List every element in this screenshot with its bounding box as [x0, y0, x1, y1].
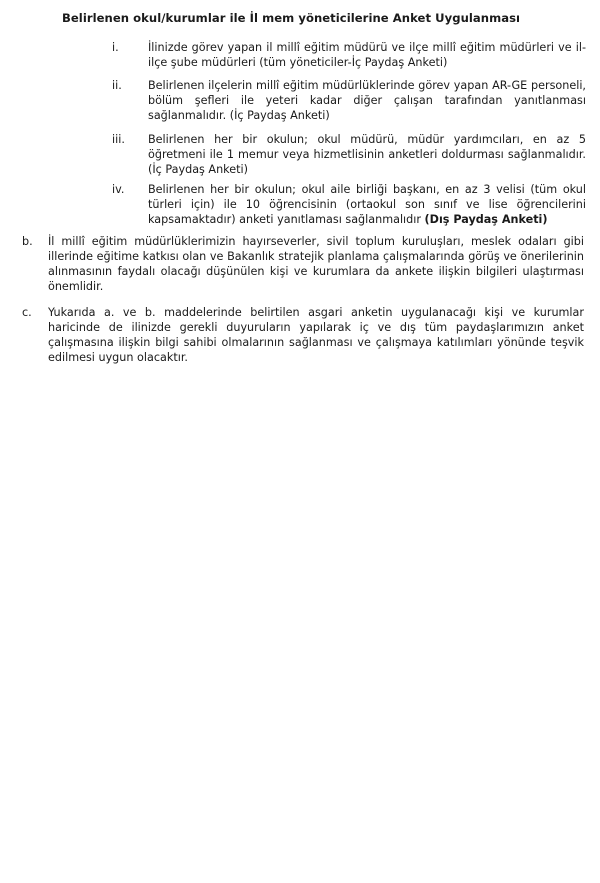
main-item-text: İl millî eğitim müdürlüklerimizin hayırseverler, sivil toplum kuruluşları, meslek odaları gibi illerinde eğitime katkısı olan ve Bakanlık stratejik planlama çalışmalarında görüş ve önerilerinin alınmasının faydalı olacağı düşünülen kişi ve kurumlara da ankete ilişkin bilgileri ulaştırması önemlidir. — [48, 235, 584, 293]
sub-item-number: ii. — [112, 79, 122, 92]
sub-item-text-body: Belirlenen her bir okulun; okul aile birliği başkanı, en az 3 velisi (tüm okul türleri için) ile 10 öğrencisinin (ortaokul son sınıf ve lise öğrencilerini kapsamaktadır) anketi yanıtlaması sağlanmalıdır — [148, 183, 586, 226]
main-item-text: Yukarıda a. ve b. maddelerinde belirtilen asgari anketin uygulanacağı kişi ve kurumlar haricinde de ilinizde gerekli duyuruların yapılarak iç ve dış tüm paydaşlarımızın anket çalışmasına ilişkin bilgi sahibi olmalarının sağlanması ve çalışmaya katılımları yönünde teşvik edilmesi uygun olacaktır. — [48, 306, 584, 364]
sub-item-number: iv. — [112, 183, 125, 196]
sub-item-text: Belirlenen her bir okulun; okul müdürü, müdür yardımcıları, en az 5 öğretmeni ile 1 memur veya hizmetlisinin anketleri doldurması sağlanmalıdır. (İç Paydaş Anketi) — [148, 133, 586, 176]
external-survey-label: (Dış Paydaş Anketi) — [424, 213, 548, 226]
sub-item-text: Belirlenen ilçelerin millî eğitim müdürlüklerinde görev yapan AR-GE personeli, bölüm şefleri ile yeteri kadar diğer çalışan tarafından yanıtlanması sağlanmalıdır. (İç Paydaş Anketi) — [148, 79, 586, 122]
sub-item-number: iii. — [112, 133, 125, 146]
main-item-letter: c. — [22, 306, 32, 319]
sub-item-number: i. — [112, 41, 119, 54]
sub-item-text: İlinizde görev yapan il millî eğitim müdürü ve ilçe millî eğitim müdürleri ve il-ilçe şube müdürleri (tüm yöneticiler-İç Paydaş Anketi) — [148, 41, 586, 69]
sub-item-text — [148, 182, 586, 227]
section-heading: Belirlenen okul/kurumlar ile İl mem yöneticilerine Anket Uygulanması — [62, 11, 521, 25]
main-item-letter: b. — [22, 235, 33, 248]
